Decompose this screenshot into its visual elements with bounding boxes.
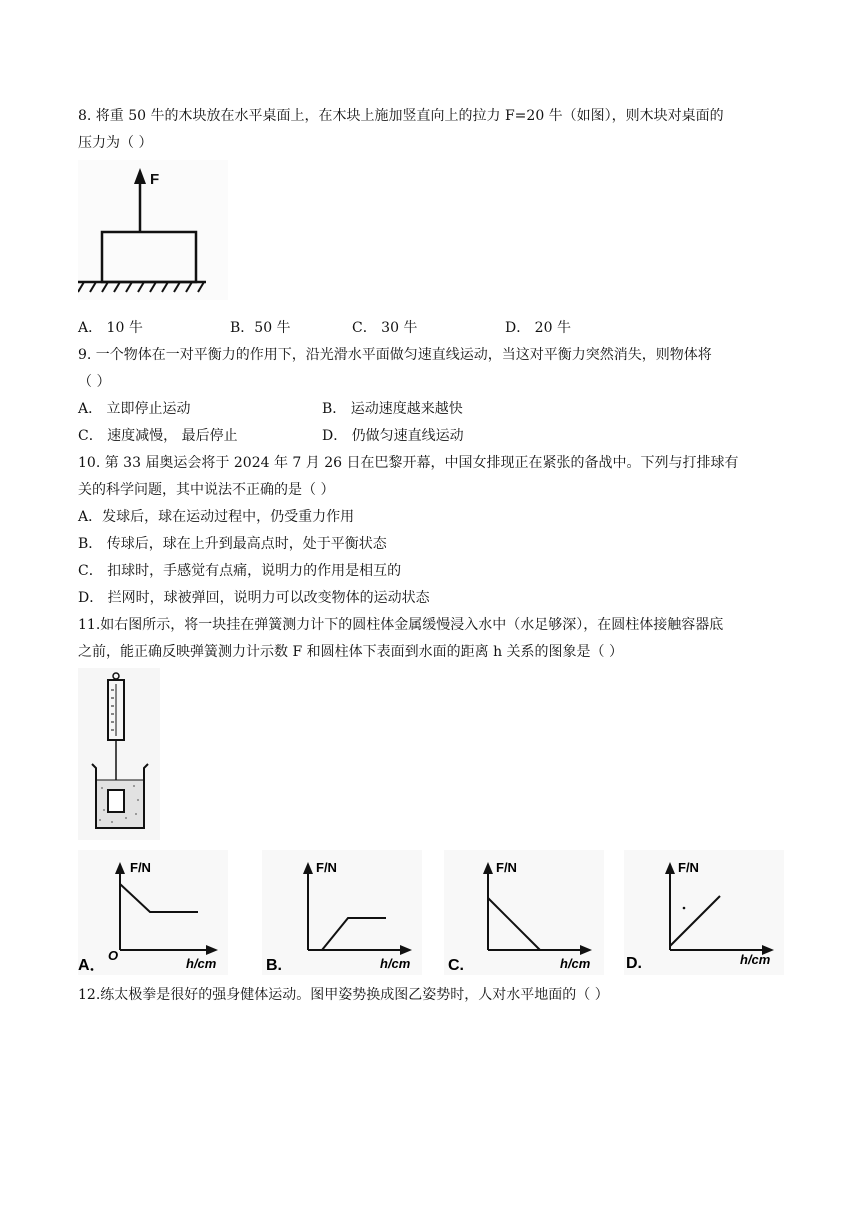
q10-option-a: A．发球后，球在运动过程中，仍受重力作用 xyxy=(78,509,355,525)
graph-b-ylabel: F/N xyxy=(316,860,337,875)
q9-stem-line2: （ ） xyxy=(78,374,111,390)
q11-graph-d xyxy=(624,850,784,975)
q10-stem-line1: 10. 第 33 届奥运会将于 2024 年 7 月 26 日在巴黎开幕，中国女排现正在紧张的备战中。下列与打排球有 xyxy=(78,455,739,471)
q9-option-c: C． 速度减慢， 最后停止 xyxy=(78,428,238,444)
q8-block-force-figure xyxy=(78,160,228,300)
q11-graph-c xyxy=(444,850,604,975)
graph-b-xlabel: h/cm xyxy=(380,956,411,971)
q10-option-d: D． 拦网时，球被弹回，说明力可以改变物体的运动状态 xyxy=(78,590,430,606)
graph-c-xlabel: h/cm xyxy=(560,956,591,971)
q10-stem-line2: 关的科学问题，其中说法不正确的是（ ） xyxy=(78,482,335,498)
q9-stem-line1: 9. 一个物体在一对平衡力的作用下，沿光滑水平面做匀速直线运动，当这对平衡力突然消失，则物体将 xyxy=(78,347,712,363)
q8-stem-line2: 压力为（ ） xyxy=(78,135,153,151)
q8-option-b: B．50 牛 xyxy=(230,320,291,336)
graph-d-letter: D. xyxy=(626,955,642,972)
graph-a-ylabel: F/N xyxy=(130,860,151,875)
graph-a-xlabel: h/cm xyxy=(186,956,217,971)
q10-option-b: B． 传球后，球在上升到最高点时，处于平衡状态 xyxy=(78,536,387,552)
graph-a-letter: A． xyxy=(78,957,106,974)
q11-graph-b xyxy=(262,850,422,975)
graph-c-letter: C. xyxy=(448,957,464,974)
graph-d-ylabel: F/N xyxy=(678,860,699,875)
q8-option-d: D． 20 牛 xyxy=(505,320,571,336)
q9-option-a: A． 立即停止运动 xyxy=(78,401,191,417)
q11-spring-scale-beaker-figure xyxy=(78,668,160,840)
q8-option-c: C． 30 牛 xyxy=(352,320,418,336)
q10-option-c: C． 扣球时，手感觉有点痛，说明力的作用是相互的 xyxy=(78,563,402,579)
q11-stem-line2: 之前，能正确反映弹簧测力计示数 F 和圆柱体下表面到水面的距离 h 关系的图象是（ ） xyxy=(78,644,623,660)
q9-option-b: B． 运动速度越来越快 xyxy=(322,401,463,417)
graph-d-xlabel: h/cm xyxy=(740,952,771,967)
q12-stem-line1: 12.练太极拳是很好的强身健体运动。图甲姿势换成图乙姿势时，人对水平地面的（ ） xyxy=(78,987,609,1003)
force-label: F xyxy=(150,171,160,188)
q9-option-d: D． 仍做匀速直线运动 xyxy=(322,428,464,444)
q8-stem-line1: 8. 将重 50 牛的木块放在水平桌面上，在木块上施加竖直向上的拉力 F=20 牛（如图），则木块对桌面的 xyxy=(78,108,724,124)
graph-c-ylabel: F/N xyxy=(496,860,517,875)
graph-b-letter: B. xyxy=(266,957,282,974)
q11-stem-line1: 11.如右图所示，将一块挂在弹簧测力计下的圆柱体金属缓慢浸入水中（水足够深），在圆柱体接触容器底 xyxy=(78,617,724,633)
q8-option-a: A． 10 牛 xyxy=(78,320,143,336)
graph-a-origin: O xyxy=(108,948,119,963)
q11-graph-a xyxy=(78,850,228,975)
